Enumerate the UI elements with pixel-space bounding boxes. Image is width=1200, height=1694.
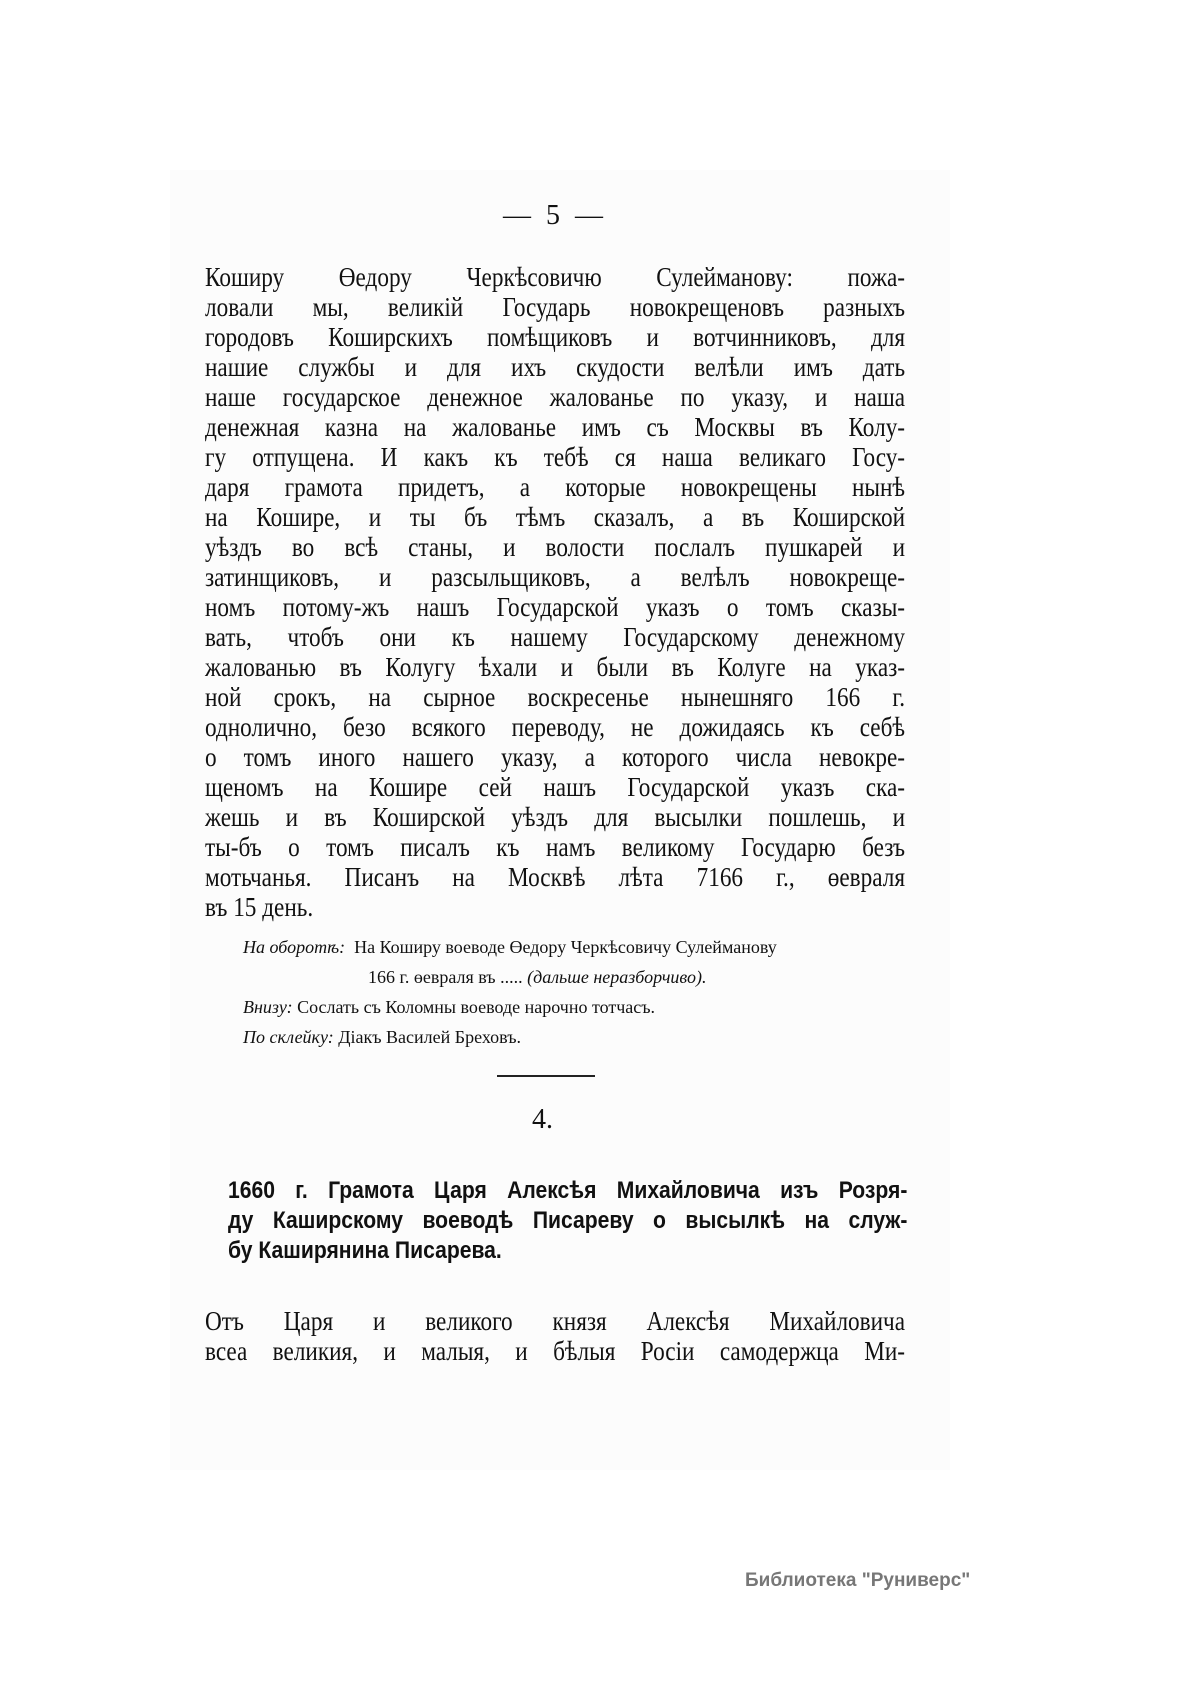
page-number: — 5 —	[503, 200, 607, 231]
text-line: жешь и въ Коширской уѣздъ для высылки пошлешь, и	[205, 802, 906, 832]
text-line: жалованью въ Колугу ѣхали и были въ Колуге на указ-	[205, 652, 906, 682]
text-line: ловали мы, великій Государь новокрещеновъ разныхъ	[205, 292, 906, 322]
text-line: номъ потому-жъ нашъ Государской указъ о томъ сказы-	[205, 592, 906, 622]
next-paragraph	[205, 1306, 905, 1366]
note-reverse-cont	[243, 962, 777, 992]
text-line: ной срокъ, на сырное воскресенье нынешняго 166 г.	[205, 682, 906, 712]
note-reverse-label: На оборотѣ:	[243, 937, 346, 957]
text-line: щеномъ на Кошире сей нашъ Государской указъ ска-	[205, 772, 906, 802]
text-line: городовъ Коширскихъ помѣщиковъ и вотчинниковъ, для	[205, 322, 906, 352]
note-illegible: (дальше неразборчиво).	[527, 967, 707, 987]
note-reverse-text2: 166 г. өевраля въ .....	[368, 967, 523, 987]
text-line: однолично, безо всякого переводу, не дожидаясь къ себѣ	[205, 712, 906, 742]
text-line: въ 15 день.	[205, 892, 314, 922]
note-glue	[243, 1022, 777, 1052]
text-line: о томъ иного нашего указу, а которого числа невокре-	[205, 742, 906, 772]
note-bottom-label: Внизу:	[243, 997, 293, 1017]
note-bottom-text: Сослать съ Коломны воеводе нарочно тотчасъ.	[297, 997, 656, 1017]
letter-text	[205, 262, 905, 922]
text-line: Отъ Царя и великого князя Алексѣя Михайловича	[205, 1306, 906, 1336]
text-line: бу Каширянина Писарева.	[228, 1237, 502, 1264]
text-line: уѣздъ во всѣ станы, и волости послалъ пушкарей и	[205, 532, 906, 562]
text-line: мотьчанья. Писанъ на Москвѣ лѣта 7166 г., өевраля	[205, 862, 906, 892]
section-number: 4.	[532, 1104, 553, 1135]
notes	[243, 932, 777, 1052]
text-line: вать, чтобъ они къ нашему Государскому денежному	[205, 622, 906, 652]
text-line: всеа великия, и малыя, и бѣлыя Росіи самодержца Ми-	[205, 1336, 906, 1366]
text-line: Коширу Өедору Черкѣсовичю Сулейманову: пожа-	[205, 262, 906, 292]
text-line: гу отпущена. И какъ къ тебѣ ся наша великаго Госу-	[205, 442, 906, 472]
note-glue-text: Діакъ Василей Бреховъ.	[338, 1027, 522, 1047]
section-heading	[228, 1176, 908, 1266]
text-line: наше государское денежное жалованье по указу, и наша	[205, 382, 906, 412]
text-line: даря грамота придетъ, а которые новокрещены нынѣ	[205, 472, 906, 502]
text-line: ду Каширскому воеводѣ Писареву о высылкѣ на служ-	[228, 1207, 908, 1234]
text-line: 1660 г. Грамота Царя Алексѣя Михайловича изъ Розря-	[228, 1177, 908, 1204]
text-line: затинщиковъ, и разсыльщиковъ, а велѣлъ новокреще-	[205, 562, 906, 592]
note-glue-label: По склейку:	[243, 1027, 334, 1047]
note-reverse	[243, 932, 777, 962]
note-bottom	[243, 992, 777, 1022]
watermark: Библиотека "Руниверс"	[745, 1570, 971, 1591]
text-line: ты-бъ о томъ писалъ къ намъ великому Государю безъ	[205, 832, 906, 862]
section-divider	[497, 1075, 595, 1077]
text-line: денежная казна на жалованье имъ съ Москвы въ Колу-	[205, 412, 906, 442]
note-reverse-text: На Коширу воеводе Өедору Черкѣсовичу Сулейманову	[354, 937, 777, 957]
text-line: нашие службы и для ихъ скудости велѣли имъ дать	[205, 352, 906, 382]
text-line: на Кошире, и ты бъ тѣмъ сказалъ, а въ Коширской	[205, 502, 906, 532]
